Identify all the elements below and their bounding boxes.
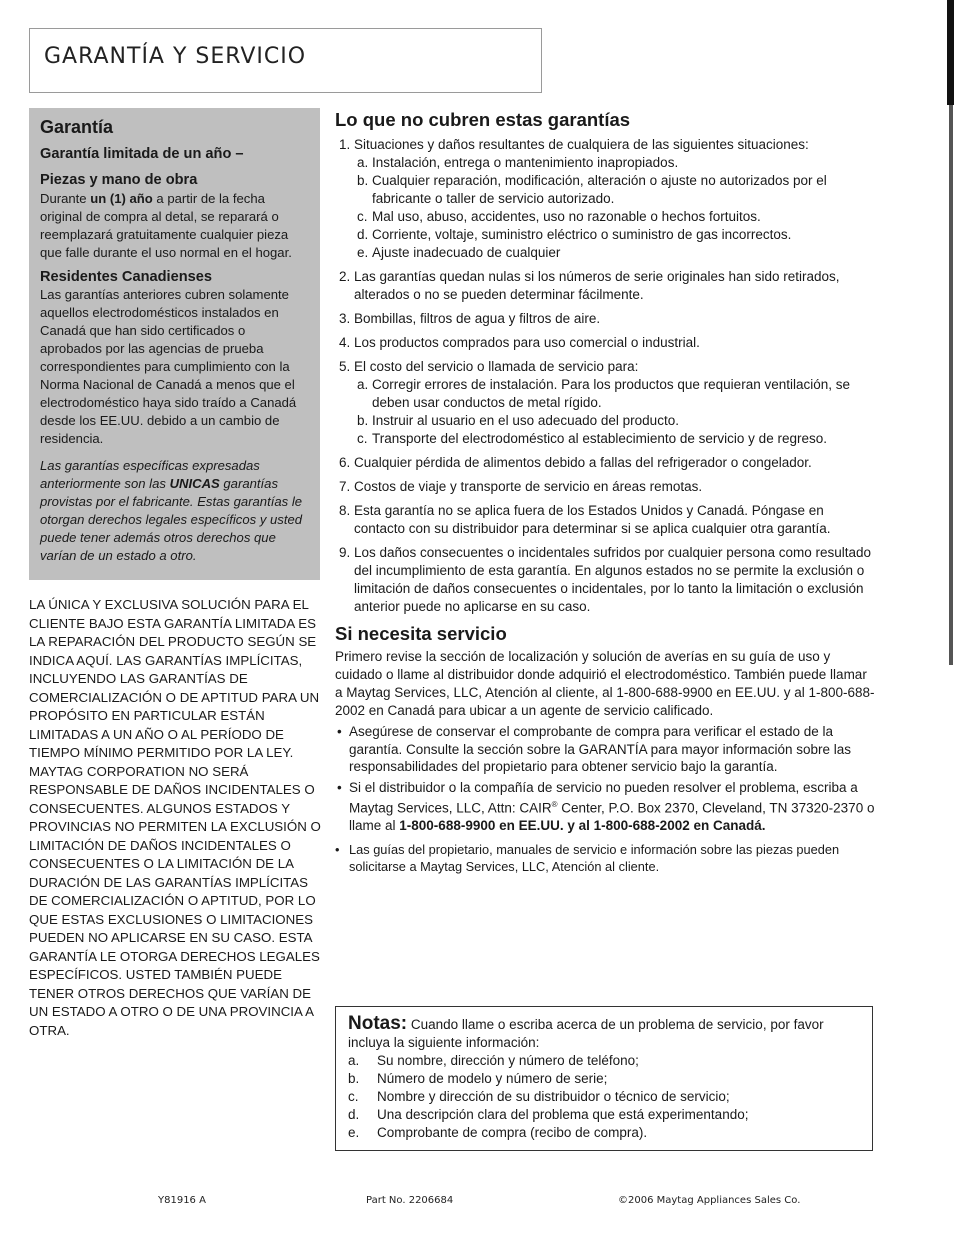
exclusion-subitem-text: Mal uso, abuso, accidentes, uso no razonable o hechos fortuitos. (372, 209, 761, 224)
exclusion-item (335, 136, 875, 262)
notes-item-text: Una descripción clara del problema que está experimentando; (377, 1107, 749, 1122)
exclusion-number: 9. (339, 545, 351, 560)
exclusion-subitem (354, 412, 875, 430)
warranty-box (29, 108, 320, 580)
exclusion-subitem-text: Instalación, entrega o mantenimiento inapropiados. (372, 155, 679, 170)
exclusion-item (335, 478, 875, 496)
exclusion-number: 3. (339, 311, 351, 326)
exclusion-subitem-text: Ajuste inadecuado de cualquier (372, 245, 561, 260)
notes-item-text: Número de modelo y número de serie; (377, 1071, 608, 1086)
exclusion-text: Costos de viaje y transporte de servicio en áreas remotas. (354, 479, 703, 494)
exclusion-subitem (354, 430, 875, 448)
notes-item-letter: e. (348, 1125, 360, 1140)
exclusion-number: 2. (339, 269, 351, 284)
exclusion-subitem-text: Transporte del electrodoméstico al establecimiento de servicio y de regreso. (372, 431, 827, 446)
parts-labor-heading: Piezas y mano de obra (40, 172, 198, 188)
service-phone-numbers: 1-800-688-9900 en EE.UU. y al 1-800-688-2002 en Canadá. (399, 818, 766, 833)
exclusion-subitem-letter: a. (357, 155, 369, 170)
exclusion-text: Cualquier pérdida de alimentos debido a fallas del refrigerador o congelador. (354, 455, 812, 470)
footer-copyright: ©2006 Maytag Appliances Sales Co. (618, 1195, 801, 1206)
limited-warranty-heading: Garantía limitada de un año – (40, 146, 244, 162)
exclusion-number: 7. (339, 479, 351, 494)
exclusion-subitem-letter: a. (357, 377, 369, 392)
exclusion-subitem (354, 208, 875, 226)
exclusion-text: Los productos comprados para uso comercial o industrial. (354, 335, 700, 350)
exclusion-number: 5. (339, 359, 351, 374)
notes-item-text: Nombre y dirección de su distribuidor o técnico de servicio; (377, 1089, 730, 1104)
exclusion-number: 6. (339, 455, 351, 470)
warranty-text: Durante un (1) año a partir de la fecha original de compra al detal, se reparará o reemplazará gratuitamente cualquier pieza que falle durante el uso normal en el hogar. (40, 191, 292, 260)
warranty-heading: Garantía (40, 117, 114, 137)
page-edge-line (949, 105, 953, 665)
notes-item (348, 1088, 860, 1106)
exclusion-subitem-letter: c. (357, 209, 368, 224)
exclusion-text: Situaciones y daños resultantes de cualquiera de las siguientes situaciones: (354, 137, 809, 152)
liability-disclaimer: LA ÚNICA Y EXCLUSIVA SOLUCIÓN PARA EL CLIENTE BAJO ESTA GARANTÍA LIMITADA ES LA REPARACIÓN DEL PRODUCTO SEGÚN SE INDICA AQUÍ. LAS GARANTÍAS IMPLÍCITAS, INCLUYENDO LAS GARANTÍAS DE COMERCIALIZACIÓN O DE APTITUD PARA UN PROPÓSITO EN PARTICULAR ESTÁN LIMITADAS A UN AÑO O AL PERÍODO DE TIEMPO MÍNIMO PERMITIDO POR LA LEY. MAYTAG CORPORATION NO SERÁ RESPONSABLE DE DAÑOS INCIDENTALES O CONSECUENTES. ALGUNOS ESTADOS Y PROVINCIAS NO PERMITEN LA EXCLUSIÓN O LIMITACIÓN DE DAÑOS INCIDENTALES O CONSECUENTES O LA LIMITACIÓN DE LA DURACIÓN DE LAS GARANTÍAS IMPLÍCITAS DE COMERCIALIZACIÓN O APTITUD, POR LO QUE ESTAS EXCLUSIONES O LIMITACIONES PUEDEN NO APLICARSE EN SU CASO. ESTA GARANTÍA LE OTORGA DERECHOS LEGALES ESPECÍFICOS. USTED TAMBIÉN PUEDE TENER OTROS DERECHOS QUE VARÍAN DE UN ESTADO A OTRO O DE UNA PROVINCIA A OTRA. (29, 597, 321, 1038)
exclusion-subitem-letter: d. (357, 227, 369, 242)
exclusions-list (335, 136, 875, 616)
page-edge-tab (947, 0, 954, 105)
notes-item-letter: c. (348, 1089, 359, 1104)
exclusion-text: Los daños consecuentes o incidentales sufridos por cualquier persona como resultado del incumplimiento de esta garantía. En algunos estados no se permite la exclusión o limitación de daños consecuentes o incidentales, por lo tanto la limitación o exclusión anterior puede no aplicarse en su caso. (354, 545, 872, 614)
notes-intro: Notas: Cuando llame o escriba acerca de un problema de servicio, por favor incluya la siguiente información: (348, 1013, 824, 1050)
canada-heading: Residentes Canadienses (40, 269, 212, 285)
exclusion-item (335, 502, 875, 538)
service-heading: Si necesita servicio (335, 623, 507, 644)
exclusion-item (335, 268, 875, 304)
right-column (335, 108, 875, 876)
notes-item-text: Comprobante de compra (recibo de compra). (377, 1125, 648, 1140)
notes-item-letter: d. (348, 1107, 360, 1122)
exclusion-item (335, 544, 875, 616)
notes-box (335, 1006, 873, 1151)
exclusion-subitem (354, 172, 875, 208)
exclusion-text: Bombillas, filtros de agua y filtros de aire. (354, 311, 601, 326)
notes-item-text: Su nombre, dirección y número de teléfono; (377, 1053, 639, 1068)
notes-item (348, 1124, 860, 1142)
footer-part-number: Part No. 2206684 (366, 1195, 454, 1206)
warranty-duration: un (1) año (90, 191, 153, 206)
title-box (29, 28, 542, 93)
exclusion-subitem (354, 226, 875, 244)
exclusion-number: 1. (339, 137, 351, 152)
notes-label: Notas: (348, 1013, 408, 1034)
exclusion-subitem-text: Instruir al usuario en el uso adecuado del producto. (372, 413, 679, 428)
exclusion-subitem-letter: c. (357, 431, 368, 446)
canada-text: Las garantías anteriores cubren solamente aquellos electrodomésticos instalados en Canadá que han sido certificados o aprobados por las agencias de prueba correspondientes para cumplimiento con la Norma Nacional de Canadá a menos que el electrodoméstico haya sido traído a Canadá desde los EE.UU. debido a un cambio de residencia. (40, 287, 297, 446)
exclusion-text: El costo del servicio o llamada de servicio para: (354, 359, 639, 374)
footer-code: Y81916 A (158, 1195, 206, 1206)
page-title: GARANTÍA Y SERVICIO (44, 44, 307, 69)
exclusion-text: Las garantías quedan nulas si los números de serie originales han sido retirados, alterados o no se pueden determinar fácilmente. (354, 269, 840, 302)
notes-item-letter: b. (348, 1071, 360, 1086)
exclusion-subitem-letter: b. (357, 413, 369, 428)
exclusion-subitem-text: Corriente, voltaje, suministro eléctrico o suministro de gas incorrectos. (372, 227, 792, 242)
exclusion-number: 8. (339, 503, 351, 518)
exclusion-subitem-letter: e. (357, 245, 369, 260)
exclusions-heading: Lo que no cubren estas garantías (335, 109, 631, 130)
exclusion-subitem-text: Corregir errores de instalación. Para los productos que requieran ventilación, se deben usar conductos de metal rígido. (372, 377, 851, 410)
exclusion-subitem (354, 154, 875, 172)
exclusion-item (335, 310, 875, 328)
service-bullet-manuals: • Las guías del propietario, manuales de servicio e información sobre las piezas pueden solicitarse a Maytag Services, LLC, Atención al cliente. (335, 841, 840, 874)
notes-item-letter: a. (348, 1053, 360, 1068)
exclusion-subitem-text: Cualquier reparación, modificación, alteración o ajuste no autorizados por el fabricante o taller de servicio autorizado. (372, 173, 827, 206)
exclusion-text: Esta garantía no se aplica fuera de los Estados Unidos y Canadá. Póngase en contacto con su distribuidor para determinar si se aplica cualquier otra garantía. (354, 503, 831, 536)
exclusion-subitem (354, 244, 875, 262)
exclusion-subitem-letter: b. (357, 173, 369, 188)
exclusion-item (335, 334, 875, 352)
exclusion-subitem (354, 376, 875, 412)
specific-warranty-note: Las garantías específicas expresadas anteriormente son las UNICAS garantías provistas por el fabricante. Estas garantías le otorgan derechos legales específicos y usted puede tener además otros derechos que varían de un estado a otro. (40, 458, 303, 563)
service-bullet-contact: • Si el distribuidor o la compañía de servicio no pueden resolver el problema, escriba a Maytag Services, LLC, Attn: CAIR® Center, P.O. Box 2370, Cleveland, TN 37320-2370 o llame al 1-800-688-9900 en EE.UU. y al 1-800-688-2002 en Canadá. (337, 779, 875, 833)
exclusion-number: 4. (339, 335, 351, 350)
service-section (335, 622, 875, 876)
notes-item (348, 1070, 860, 1088)
notes-item (348, 1106, 860, 1124)
notes-list (348, 1052, 860, 1142)
exclusion-item (335, 454, 875, 472)
service-bullet-receipt: • Asegúrese de conservar el comprobante de compra para verificar el estado de la garantía. Consulte la sección sobre la GARANTÍA para mayor información sobre las responsabilidades del propietario para obtener servicio bajo la garantía. (337, 724, 851, 774)
notes-item (348, 1052, 860, 1070)
exclusion-item (335, 358, 875, 448)
service-intro: Primero revise la sección de localización y solución de averías en su guía de uso y cuidado o llame al distribuidor donde adquirió el electrodoméstico. También puede llamar a Maytag Services, LLC, Atención al cliente, al 1-800-688-9900 en EE.UU. y al 1-800-688-2002 en Canadá para ubicar a un agente de servicio calificado. (335, 649, 875, 718)
